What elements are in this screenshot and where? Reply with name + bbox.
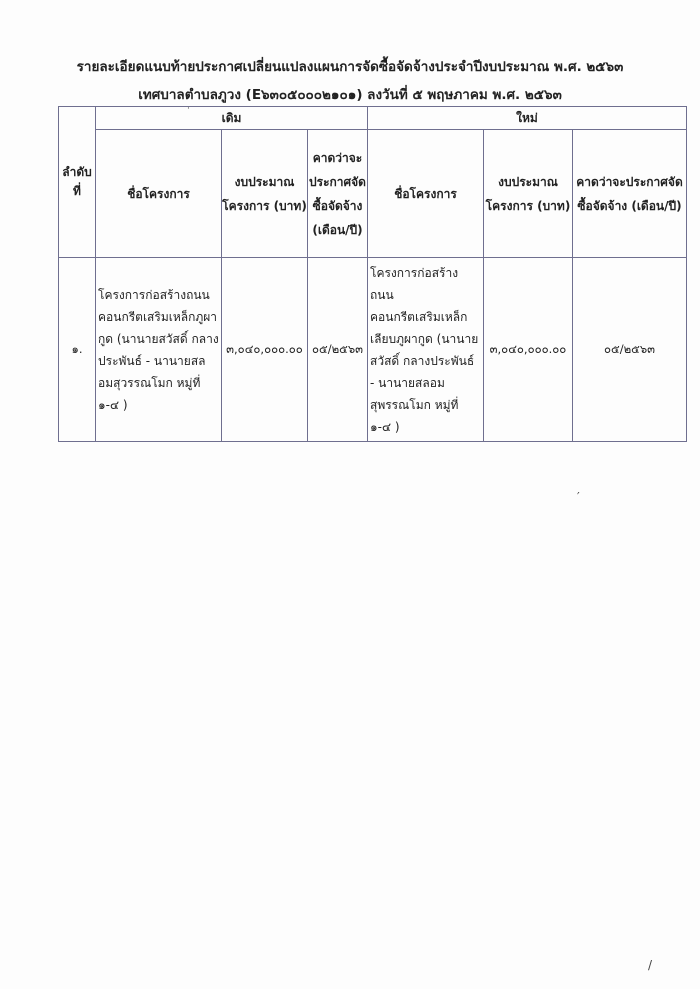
- document-title: รายละเอียดแนบท้ายประกาศเปลี่ยนแปลงแผนการจัดซื้อจัดจ้างประจำปีงบประมาณ พ.ศ. ๒๕๖๓: [76, 59, 624, 75]
- row-new-budget: ๓,๐๔๐,๐๐๐.๐๐: [484, 258, 573, 442]
- row-new-expected-date: ๐๕/๒๕๖๓: [573, 258, 687, 442]
- group-header-new: ใหม่: [368, 107, 687, 130]
- col-header-new-name: ชื่อโครงการ: [368, 130, 484, 258]
- row-old-expected-date: ๐๕/๒๕๖๓: [308, 258, 368, 442]
- col-header-old-expected: คาดว่าจะประกาศจัดซื้อจัดจ้าง (เดือน/ปี): [308, 130, 368, 258]
- scan-speck: /: [648, 958, 653, 972]
- col-header-old-name: ชื่อโครงการ: [96, 130, 222, 258]
- col-header-new-expected: คาดว่าจะประกาศจัดซื้อจัดจ้าง (เดือน/ปี): [573, 130, 687, 258]
- table-row: [59, 258, 687, 442]
- row-old-project-name: โครงการก่อสร้างถนนคอนกรีตเสริมเหล็กภูผากูด (นานายสวัสดิ์ กลางประพันธ์ - นานายสลอมสุวรรณโมก หมู่ที่ ๑-๔ ): [96, 258, 222, 442]
- scan-speck: ′: [577, 490, 580, 504]
- row-seq: ๑.: [59, 258, 96, 442]
- col-header-old-budget: งบประมาณโครงการ (บาท): [222, 130, 308, 258]
- row-new-project-name: โครงการก่อสร้างถนนคอนกรีตเสริมเหล็กเลียบภูผากูด (นานายสวัสดิ์ กลางประพันธ์ - นานายสลอมสุพรรณโมก หมู่ที่ ๑-๔ ): [368, 258, 484, 442]
- row-old-budget: ๓,๐๔๐,๐๐๐.๐๐: [222, 258, 308, 442]
- col-header-seq: ลำดับที่: [59, 107, 96, 258]
- col-header-new-budget: งบประมาณโครงการ (บาท): [484, 130, 573, 258]
- scan-speck: ·: [187, 104, 190, 114]
- group-header-old: เดิม: [96, 107, 368, 130]
- document-subtitle: เทศบาลตำบลภูวง (E๖๓๐๕๐๐๐๒๑๐๑) ลงวันที่ ๕ พฤษภาคม พ.ศ. ๒๕๖๓: [138, 87, 562, 103]
- plan-change-table: [58, 106, 687, 442]
